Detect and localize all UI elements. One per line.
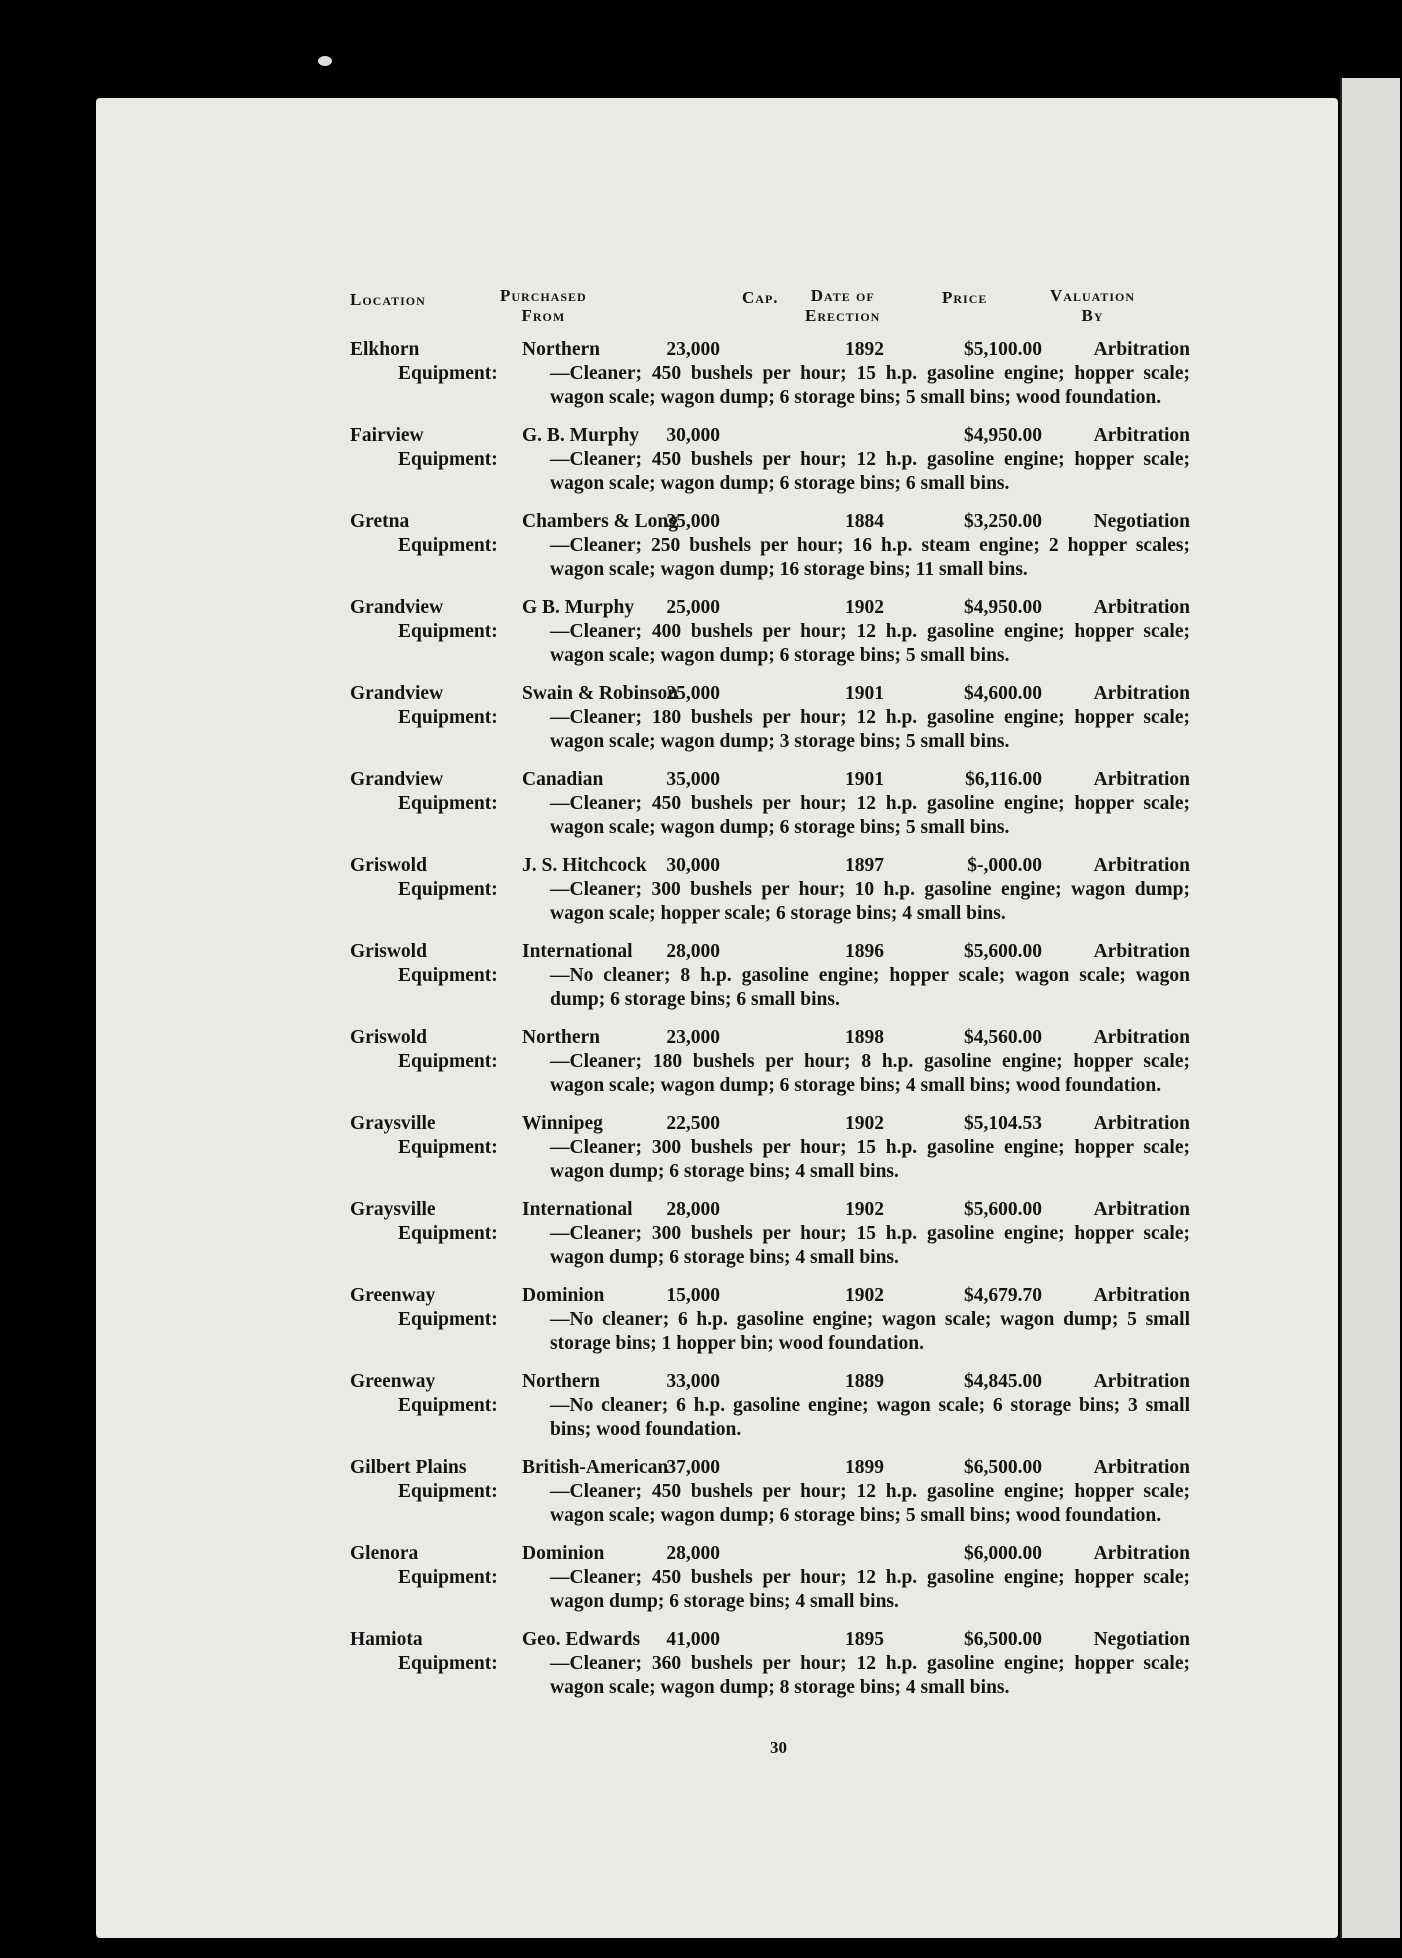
entry-row [350,1198,1190,1222]
entry-row [350,1370,1190,1394]
date-cell: 1902 [845,1199,884,1220]
equipment-text: —Cleaner; 450 bushels per hour; 12 h.p. gasoline engine; hopper scale; wagon dump; 6 storage bins; 4 small bins. [550,1567,1190,1612]
equipment-block [350,1566,1190,1613]
location-cell: Graysville [350,1199,436,1220]
capacity-cell: 30,000 [666,855,720,876]
capacity-cell: 25,000 [666,683,720,704]
location-cell: Griswold [350,855,427,876]
entry-row [350,940,1190,964]
equipment-text: —Cleaner; 250 bushels per hour; 16 h.p. steam engine; 2 hopper scales; wagon scale; wagon dump; 16 storage bins; 11 small bins. [550,535,1190,580]
list-item [350,510,1190,581]
capacity-cell: 15,000 [666,1285,720,1306]
elevator-table [350,286,1190,1714]
purchased-from-cell: International [522,1199,633,1220]
entry-row [350,1456,1190,1480]
entry-row [350,768,1190,792]
location-cell: Grandview [350,769,444,790]
equipment-label: Equipment: [398,879,498,900]
list-item [350,682,1190,753]
date-cell: 1889 [845,1371,884,1392]
capacity-cell: 33,000 [666,1371,720,1392]
equipment-label: Equipment: [398,1567,498,1588]
location-cell: Elkhorn [350,339,420,360]
equipment-label: Equipment: [398,1137,498,1158]
location-cell: Fairview [350,425,424,446]
equipment-block [350,706,1190,753]
equipment-text: —Cleaner; 300 bushels per hour; 10 h.p. gasoline engine; wagon dump; wagon scale; hopper scale; 6 storage bins; 4 small bins. [550,879,1190,924]
date-cell: 1902 [845,597,884,618]
valuation-cell: Arbitration [1093,597,1190,618]
header-price: Price [942,288,988,307]
location-cell: Grandview [350,683,444,704]
list-item [350,1026,1190,1097]
price-cell: $5,104.53 [964,1113,1042,1134]
list-item [350,854,1190,925]
location-cell: Greenway [350,1285,436,1306]
purchased-from-cell: Northern [522,339,600,360]
equipment-text: —No cleaner; 6 h.p. gasoline engine; wagon scale; wagon dump; 5 small storage bins; 1 hopper bin; wood foundation. [550,1309,1190,1354]
equipment-text: —Cleaner; 400 bushels per hour; 12 h.p. gasoline engine; hopper scale; wagon scale; wagon dump; 6 storage bins; 5 small bins. [550,621,1190,666]
entry-row [350,338,1190,362]
equipment-text: —Cleaner; 450 bushels per hour; 12 h.p. gasoline engine; hopper scale; wagon scale; wagon dump; 6 storage bins; 5 small bins. [550,793,1190,838]
equipment-block [350,1394,1190,1441]
equipment-text: —Cleaner; 300 bushels per hour; 15 h.p. gasoline engine; hopper scale; wagon dump; 6 storage bins; 4 small bins. [550,1137,1190,1182]
price-cell: $6,500.00 [964,1457,1042,1478]
purchased-from-cell: Dominion [522,1543,605,1564]
capacity-cell: 30,000 [666,425,720,446]
list-item [350,424,1190,495]
price-cell: $4,845.00 [964,1371,1042,1392]
valuation-cell: Arbitration [1093,855,1190,876]
list-item [350,1112,1190,1183]
equipment-text: —Cleaner; 450 bushels per hour; 12 h.p. gasoline engine; hopper scale; wagon scale; wagon dump; 6 storage bins; 5 small bins; wood foundation. [550,1481,1190,1526]
purchased-from-cell: Chambers & Long [522,511,679,532]
equipment-block [350,878,1190,925]
location-cell: Hamiota [350,1629,423,1650]
location-cell: Gilbert Plains [350,1457,467,1478]
equipment-block [350,1480,1190,1527]
valuation-cell: Arbitration [1093,1113,1190,1134]
header-date-of-erection: Date of Erection [805,286,881,325]
price-cell: $-,000.00 [967,855,1042,876]
equipment-block [350,448,1190,495]
equipment-text: —No cleaner; 8 h.p. gasoline engine; hopper scale; wagon scale; wagon dump; 6 storage bins; 6 small bins. [550,965,1190,1010]
capacity-cell: 23,000 [666,339,720,360]
equipment-label: Equipment: [398,1051,498,1072]
price-cell: $4,950.00 [964,425,1042,446]
price-cell: $5,600.00 [964,1199,1042,1220]
capacity-cell: 25,000 [666,597,720,618]
price-cell: $6,000.00 [964,1543,1042,1564]
price-cell: $5,600.00 [964,941,1042,962]
entry-row [350,424,1190,448]
equipment-label: Equipment: [398,1481,498,1502]
equipment-text: —Cleaner; 180 bushels per hour; 8 h.p. gasoline engine; hopper scale; wagon scale; wagon dump; 6 storage bins; 4 small bins; wood foundation. [550,1051,1190,1096]
valuation-cell: Arbitration [1093,769,1190,790]
equipment-text: —Cleaner; 450 bushels per hour; 12 h.p. gasoline engine; hopper scale; wagon scale; wagon dump; 6 storage bins; 6 small bins. [550,449,1190,494]
capacity-cell: 37,000 [666,1457,720,1478]
equipment-text: —Cleaner; 360 bushels per hour; 12 h.p. gasoline engine; hopper scale; wagon scale; wagon dump; 8 storage bins; 4 small bins. [550,1653,1190,1698]
purchased-from-cell: Northern [522,1027,600,1048]
equipment-text: —Cleaner; 180 bushels per hour; 12 h.p. gasoline engine; hopper scale; wagon scale; wagon dump; 3 storage bins; 5 small bins. [550,707,1190,752]
date-cell: 1902 [845,1285,884,1306]
list-item [350,1284,1190,1355]
capacity-cell: 35,000 [666,511,720,532]
equipment-block [350,1652,1190,1699]
valuation-cell: Arbitration [1093,1371,1190,1392]
purchased-from-cell: British-American [522,1457,669,1478]
equipment-label: Equipment: [398,449,498,470]
entries-list [350,338,1190,1699]
date-cell: 1902 [845,1113,884,1134]
price-cell: $4,679.70 [964,1285,1042,1306]
valuation-cell: Arbitration [1093,941,1190,962]
location-cell: Gretna [350,511,410,532]
list-item [350,940,1190,1011]
list-item [350,596,1190,667]
equipment-label: Equipment: [398,793,498,814]
list-item [350,1542,1190,1613]
location-cell: Grandview [350,597,444,618]
capacity-cell: 41,000 [666,1629,720,1650]
purchased-from-cell: G. B. Murphy [522,425,640,446]
entry-row [350,682,1190,706]
equipment-label: Equipment: [398,965,498,986]
date-cell: 1899 [845,1457,884,1478]
list-item [350,768,1190,839]
capacity-cell: 28,000 [666,941,720,962]
valuation-cell: Arbitration [1093,683,1190,704]
purchased-from-cell: International [522,941,633,962]
price-cell: $4,560.00 [964,1027,1042,1048]
purchased-from-cell: G B. Murphy [522,597,635,618]
capacity-cell: 23,000 [666,1027,720,1048]
equipment-block [350,534,1190,581]
header-purchased-from: Purchased From [500,286,587,325]
valuation-cell: Arbitration [1093,1285,1190,1306]
scan-speck [318,56,332,66]
equipment-block [350,362,1190,409]
capacity-cell: 28,000 [666,1543,720,1564]
location-cell: Graysville [350,1113,436,1134]
equipment-text: —Cleaner; 450 bushels per hour; 15 h.p. gasoline engine; hopper scale; wagon scale; wagon dump; 6 storage bins; 5 small bins; wood foundation. [550,363,1190,408]
list-item [350,1370,1190,1441]
entry-row [350,1026,1190,1050]
entry-row [350,1112,1190,1136]
entry-row [350,854,1190,878]
capacity-cell: 35,000 [666,769,720,790]
capacity-cell: 22,500 [666,1113,720,1134]
equipment-label: Equipment: [398,621,498,642]
valuation-cell: Arbitration [1093,1027,1190,1048]
entry-row [350,1542,1190,1566]
equipment-text: —Cleaner; 300 bushels per hour; 15 h.p. gasoline engine; hopper scale; wagon dump; 6 storage bins; 4 small bins. [550,1223,1190,1268]
valuation-cell: Arbitration [1093,1457,1190,1478]
purchased-from-cell: Canadian [522,769,604,790]
location-cell: Glenora [350,1543,419,1564]
location-cell: Griswold [350,1027,427,1048]
equipment-label: Equipment: [398,1395,498,1416]
header-cap: Cap. [742,288,779,307]
valuation-cell: Negotiation [1093,1629,1190,1650]
date-cell: 1892 [845,339,884,360]
valuation-cell: Arbitration [1093,1199,1190,1220]
valuation-cell: Arbitration [1093,339,1190,360]
equipment-label: Equipment: [398,1309,498,1330]
page-number: 30 [770,1738,787,1757]
header-location: Location [350,290,426,309]
equipment-block [350,620,1190,667]
date-cell: 1898 [845,1027,884,1048]
price-cell: $3,250.00 [964,511,1042,532]
purchased-from-cell: J. S. Hitchcock [522,855,647,876]
equipment-block [350,1308,1190,1355]
purchased-from-cell: Winnipeg [522,1113,603,1134]
purchased-from-cell: Swain & Robinson [522,683,679,704]
equipment-block [350,1136,1190,1183]
equipment-label: Equipment: [398,535,498,556]
valuation-cell: Arbitration [1093,1543,1190,1564]
valuation-cell: Arbitration [1093,425,1190,446]
capacity-cell: 28,000 [666,1199,720,1220]
list-item [350,1198,1190,1269]
date-cell: 1897 [845,855,884,876]
purchased-from-cell: Northern [522,1371,600,1392]
equipment-label: Equipment: [398,1223,498,1244]
location-cell: Griswold [350,941,427,962]
entry-row [350,1284,1190,1308]
price-cell: $6,116.00 [965,769,1042,790]
equipment-text: —No cleaner; 6 h.p. gasoline engine; wagon scale; 6 storage bins; 3 small bins; wood foundation. [550,1395,1190,1440]
list-item [350,1628,1190,1699]
equipment-block [350,792,1190,839]
header-valuation-by: Valuation By [1050,286,1136,325]
date-cell: 1896 [845,941,884,962]
equipment-block [350,1050,1190,1097]
valuation-cell: Negotiation [1093,511,1190,532]
date-cell: 1895 [845,1629,884,1650]
price-cell: $5,100.00 [964,339,1042,360]
list-item [350,338,1190,409]
date-cell: 1884 [845,511,884,532]
price-cell: $4,950.00 [964,597,1042,618]
entry-row [350,1628,1190,1652]
location-cell: Greenway [350,1371,436,1392]
adjacent-page-edge [1340,78,1400,1938]
table-header [350,286,1190,338]
price-cell: $4,600.00 [964,683,1042,704]
entry-row [350,510,1190,534]
price-cell: $6,500.00 [964,1629,1042,1650]
equipment-label: Equipment: [398,707,498,728]
equipment-label: Equipment: [398,1653,498,1674]
entry-row [350,596,1190,620]
equipment-block [350,964,1190,1011]
purchased-from-cell: Dominion [522,1285,605,1306]
equipment-block [350,1222,1190,1269]
purchased-from-cell: Geo. Edwards [522,1629,641,1650]
list-item [350,1456,1190,1527]
date-cell: 1901 [845,769,884,790]
equipment-label: Equipment: [398,363,498,384]
date-cell: 1901 [845,683,884,704]
